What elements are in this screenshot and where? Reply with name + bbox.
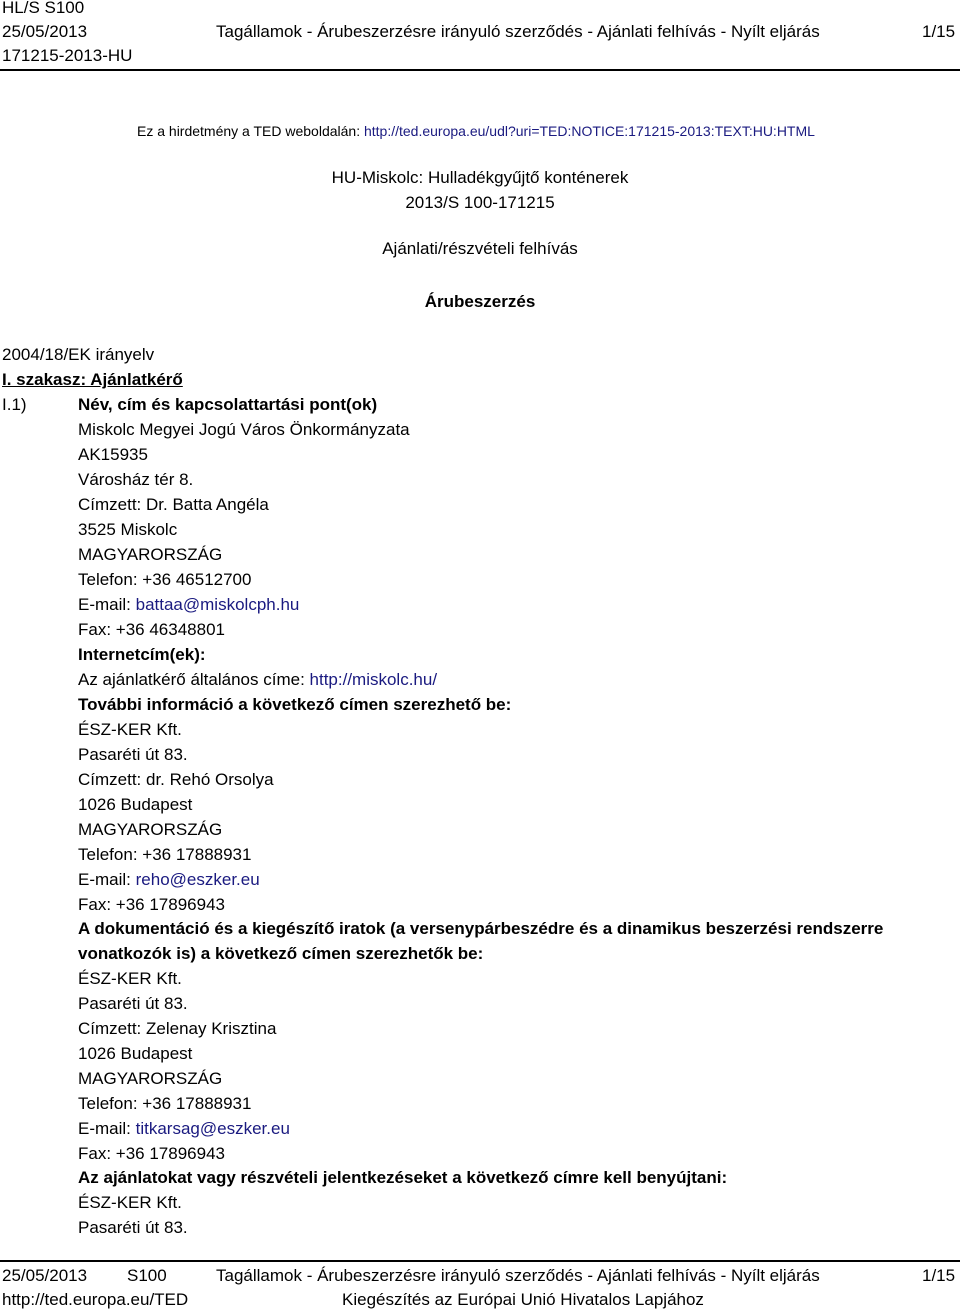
documents-email-line xyxy=(78,1119,290,1139)
contact-code: AK15935 xyxy=(78,445,148,464)
internet-link[interactable]: http://miskolc.hu/ xyxy=(309,670,438,689)
more-info-attention: Címzett: dr. Rehó Orsolya xyxy=(78,770,274,789)
more-info-country: MAGYARORSZÁG xyxy=(78,820,223,839)
documents-attention: Címzett: Zelenay Krisztina xyxy=(78,1019,277,1038)
documents-street: Pasaréti út 83. xyxy=(78,994,188,1013)
doc-id: HL/S S100 xyxy=(2,0,85,17)
contact-country: MAGYARORSZÁG xyxy=(78,545,223,564)
more-info-email-link[interactable]: reho@eszker.eu xyxy=(135,870,260,889)
documents-heading-line1: A dokumentáció és a kiegészítő iratok (a versenypárbeszédre és a dinamikus beszerzési rendszerre xyxy=(78,919,884,938)
notice-number: 171215-2013-HU xyxy=(2,46,133,65)
notice-type: Ajánlati/részvételi felhívás xyxy=(382,239,578,258)
contact-street: Városház tér 8. xyxy=(78,470,194,489)
more-info-city: 1026 Budapest xyxy=(78,795,193,814)
notice-reference: 2013/S 100-171215 xyxy=(405,193,555,212)
submission-street: Pasaréti út 83. xyxy=(78,1218,188,1237)
contract-type: Árubeszerzés xyxy=(424,292,536,311)
footer-page: 1/15 xyxy=(922,1266,956,1285)
more-info-heading: További információ a következő címen szerezhető be: xyxy=(78,695,512,714)
ted-link[interactable]: http://ted.europa.eu/udl?uri=TED:NOTICE:171215-2013:TEXT:HU:HTML xyxy=(363,123,815,139)
documents-organisation: ÉSZ-KER Kft. xyxy=(78,969,182,988)
footer-series: S100 xyxy=(127,1266,167,1285)
header-page: 1/15 xyxy=(922,22,956,41)
documents-phone: Telefon: +36 17888931 xyxy=(78,1094,252,1113)
footer-title: Tagállamok - Árubeszerzésre irányuló szerződés - Ajánlati felhívás - Nyílt eljárás xyxy=(216,1266,820,1285)
more-info-email-label: E-mail: xyxy=(78,870,136,889)
contact-phone: Telefon: +36 46512700 xyxy=(78,570,252,589)
documents-country: MAGYARORSZÁG xyxy=(78,1069,223,1088)
footer-date: 25/05/2013 xyxy=(2,1266,88,1285)
contact-organisation: Miskolc Megyei Jogú Város Önkormányzata xyxy=(78,420,410,439)
contact-attention: Címzett: Dr. Batta Angéla xyxy=(78,495,269,514)
header-rule xyxy=(0,69,960,71)
more-info-phone: Telefon: +36 17888931 xyxy=(78,845,252,864)
header-title: Tagállamok - Árubeszerzésre irányuló szerződés - Ajánlati felhívás - Nyílt eljárás xyxy=(216,22,820,41)
internet-line xyxy=(78,670,437,690)
documents-city: 1026 Budapest xyxy=(78,1044,193,1063)
submission-heading: Az ajánlatokat vagy részvételi jelentkezéseket a következő címre kell benyújtani: xyxy=(78,1168,728,1187)
more-info-fax: Fax: +36 17896943 xyxy=(78,895,225,914)
more-info-street: Pasaréti út 83. xyxy=(78,745,188,764)
contact-fax: Fax: +36 46348801 xyxy=(78,620,225,639)
footer-supplement: Kiegészítés az Európai Unió Hivatalos Lapjához xyxy=(342,1290,704,1309)
documents-fax: Fax: +36 17896943 xyxy=(78,1144,225,1163)
section-heading: I. szakasz: Ajánlatkérő xyxy=(2,370,183,389)
contact-email-label: E-mail: xyxy=(78,595,136,614)
documents-email-link[interactable]: titkarsag@eszker.eu xyxy=(135,1119,290,1138)
contact-email-line xyxy=(78,595,299,615)
ted-link-line xyxy=(137,123,815,139)
internet-heading: Internetcím(ek): xyxy=(78,645,206,664)
more-info-email-line xyxy=(78,870,260,890)
section-number: I.1) xyxy=(2,395,27,414)
footer-url[interactable]: http://ted.europa.eu/TED xyxy=(2,1290,189,1309)
directive: 2004/18/EK irányelv xyxy=(2,345,155,364)
header-date: 25/05/2013 xyxy=(2,22,88,41)
contact-email-link[interactable]: battaa@miskolcph.hu xyxy=(135,595,300,614)
notice-title: HU-Miskolc: Hulladékgyűjtő konténerek xyxy=(331,168,629,187)
submission-organisation: ÉSZ-KER Kft. xyxy=(78,1193,182,1212)
documents-email-label: E-mail: xyxy=(78,1119,136,1138)
section-title: Név, cím és kapcsolattartási pont(ok) xyxy=(78,395,378,414)
contact-city: 3525 Miskolc xyxy=(78,520,178,539)
footer-rule xyxy=(0,1260,960,1262)
internet-label: Az ajánlatkérő általános címe: xyxy=(78,670,310,689)
ted-link-prefix: Ez a hirdetmény a TED weboldalán: xyxy=(137,123,364,139)
documents-heading-line2: vonatkozók is) a következő címen szerezhetők be: xyxy=(78,944,484,963)
more-info-organisation: ÉSZ-KER Kft. xyxy=(78,720,182,739)
